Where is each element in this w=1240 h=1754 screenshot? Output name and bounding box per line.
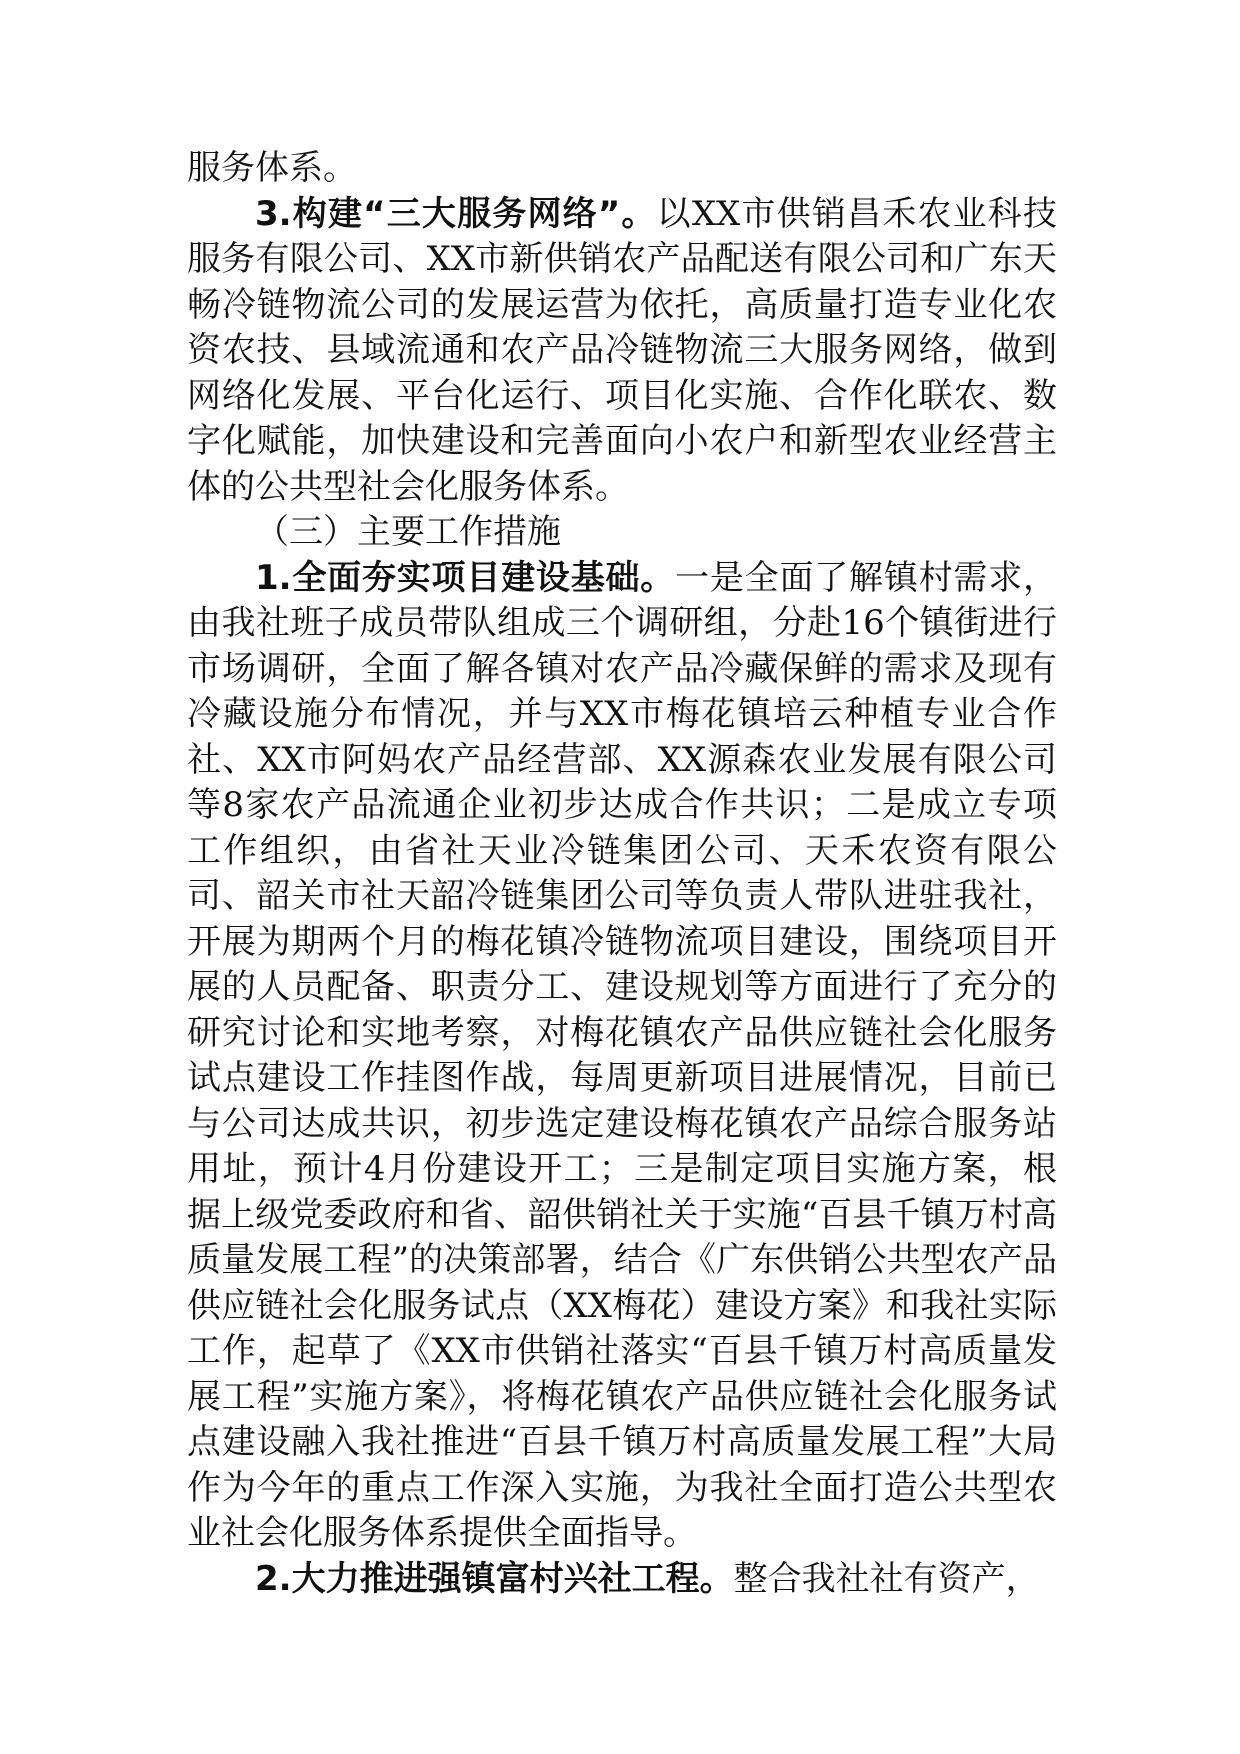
paragraph-continuation xyxy=(187,146,1057,192)
section-heading-main-measures xyxy=(187,510,1057,556)
paragraph-text: 整合我社社有资产， xyxy=(733,1558,1040,1599)
paragraph-text: 以XX市供销昌禾农业科技服务有限公司、XX市新供销农产品配送有限公司和广东天畅冷链物流公司的发展运营为依托，高质量打造专业化农资农技、县域流通和农产品冷链物流三大服务网络，做到网络化发展、平台化运行、项目化实施、合作化联农、数字化赋能，加快建设和完善面向小农户和新型农业经营主体的公共型社会化服务体系。 xyxy=(187,193,1057,507)
paragraph-town-village-project xyxy=(187,1557,1057,1603)
paragraph-project-foundation xyxy=(187,556,1057,1557)
section-heading-text: （三）主要工作措施 xyxy=(255,512,561,552)
document-page xyxy=(187,146,1057,1602)
paragraph-heading: 3.构建“三大服务网络”。 xyxy=(255,193,657,234)
paragraph-text: 服务体系。 xyxy=(187,148,357,188)
paragraph-text: 一是全面了解镇村需求，由我社班子成员带队组成三个调研组，分赴16个镇街进行市场调研，全面了解各镇对农产品冷藏保鲜的需求及现有冷藏设施分布情况，并与XX市梅花镇培云种植专业合作社、XX市阿妈农产品经营部、XX源森农业发展有限公司等8家农产品流通企业初步达成合作共识；二是成立专项工作组织，由省社天业冷链集团公司、天禾农资有限公司、韶关市社天韶冷链集团公司等负责人带队进驻我社，开展为期两个月的梅花镇冷链物流项目建设，围绕项目开展的人员配备、职责分工、建设规划等方面进行了充分的研究讨论和实地考察，对梅花镇农产品供应链社会化服务试点建设工作挂图作战，每周更新项目进展情况，目前已与公司达成共识，初步选定建设梅花镇农产品综合服务站用址，预计4月份建设开工；三是制定项目实施方案，根据上级党委政府和省、韶供销社关于实施“百县千镇万村高质量发展工程”的决策部署，结合《广东供销公共型农产品供应链社会化服务试点（XX梅花）建设方案》和我社实际工作，起草了《XX市供销社落实“百县千镇万村高质量发展工程”实施方案》，将梅花镇农产品供应链社会化服务试点建设融入我社推进“百县千镇万村高质量发展工程”大局作为今年的重点工作深入实施，为我社全面打造公共型农业社会化服务体系提供全面指导。 xyxy=(187,557,1057,1553)
paragraph-service-networks xyxy=(187,192,1057,511)
paragraph-heading: 2.大力推进强镇富村兴社工程。 xyxy=(255,1558,734,1599)
paragraph-heading: 1.全面夯实项目建设基础。 xyxy=(255,557,676,598)
